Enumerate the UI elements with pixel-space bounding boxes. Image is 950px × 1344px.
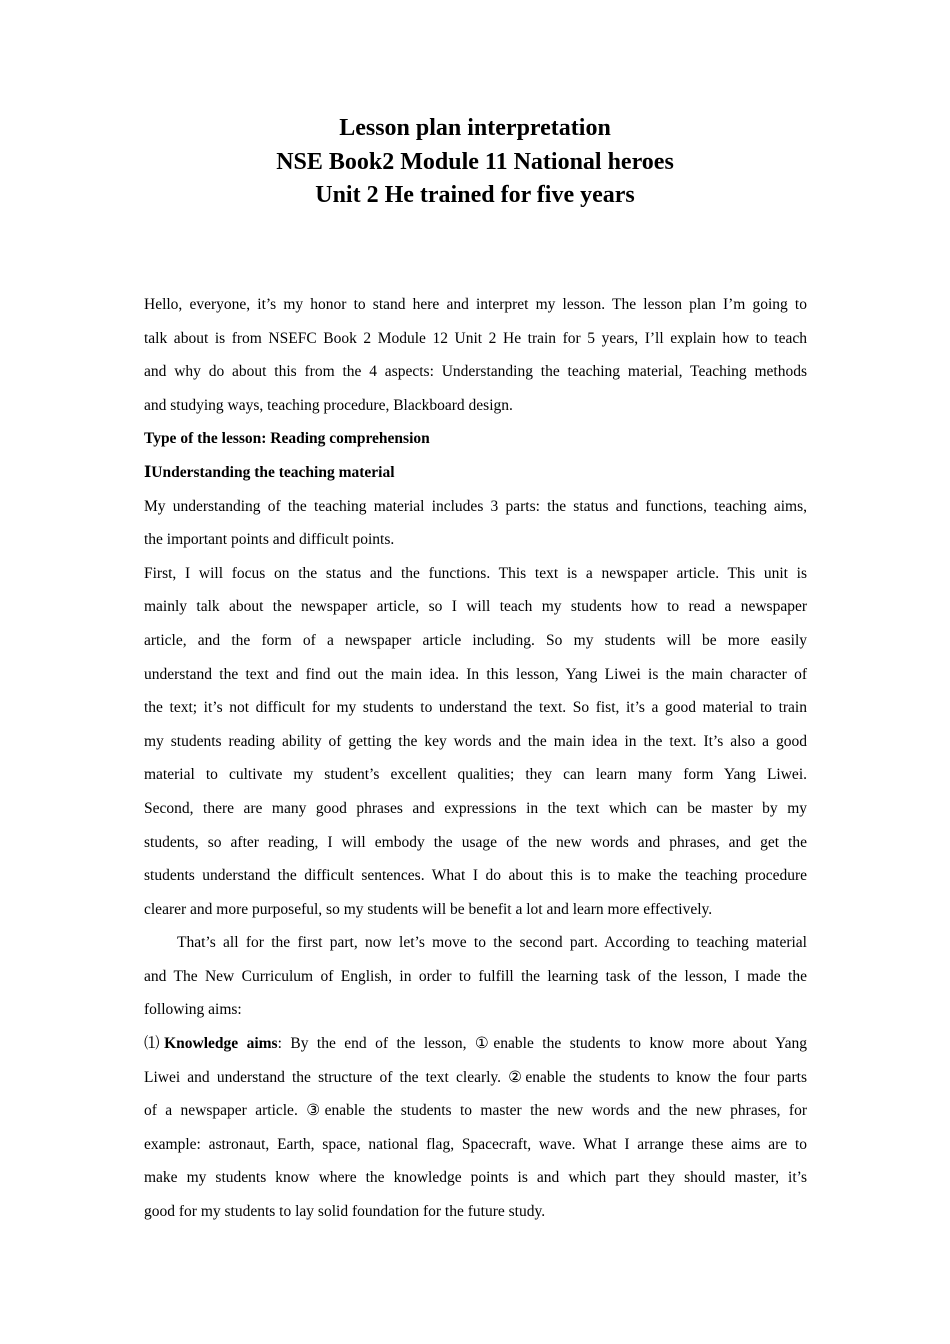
title-line-3: Unit 2 He trained for five years [315,182,635,208]
lesson-type-heading: Type of the lesson: Reading comprehension [144,430,430,448]
status-paragraph [144,557,807,927]
status-line: my students reading ability of getting the key words and the main idea in the text. It’s also a good [144,732,807,750]
transition-line: following aims: [144,1001,242,1019]
knowledge-aims-line [144,1027,807,1061]
status-line: mainly talk about the newspaper article, so I will teach my students how to read a newspaper [144,598,807,616]
section-1-heading [144,456,807,490]
document-title [0,112,950,213]
status-line: students, so after reading, I will embody the usage of the new words and phrases, and get the [144,833,807,851]
knowledge-aims-text: : By the end of the lesson, ①enable the students to know more about Yang [277,1035,807,1053]
status-line: Second, there are many good phrases and expressions in the text which can be master by my [144,799,807,817]
knowledge-aims-line: make my students know where the knowledge points is and which part they should master, it’s [144,1169,807,1187]
intro-line: talk about is from NSEFC Book 2 Module 12 Unit 2 He train for 5 years, I’ll explain how to teach [144,329,807,347]
knowledge-aims-label: Knowledge aims [164,1035,278,1053]
status-line: students understand the difficult sentences. What I do about this is to make the teaching procedure [144,867,807,885]
document-body [144,288,807,1229]
title-line-1: Lesson plan interpretation [339,115,611,141]
knowledge-aims-marker: ⑴ [144,1035,165,1053]
knowledge-aims-line: Liwei and understand the structure of the text clearly. ②enable the students to know the four parts [144,1068,807,1086]
transition-line: and The New Curriculum of English, in order to fulfill the learning task of the lesson, I made the [144,967,807,985]
understanding-line: My understanding of the teaching material includes 3 parts: the status and functions, teaching aims, [144,497,807,515]
status-line: material to cultivate my student’s excellent qualities; they can learn many form Yang Liwei. [144,766,807,784]
intro-line: and studying ways, teaching procedure, Blackboard design. [144,396,513,414]
knowledge-aims-line: of a newspaper article. ③enable the students to master the new words and the new phrases, for [144,1102,807,1120]
intro-line: and why do about this from the 4 aspects: Understanding the teaching material, Teaching methods [144,363,807,381]
transition-line: That’s all for the first part, now let’s move to the second part. According to teaching material [177,934,807,952]
transition-paragraph [144,926,807,1027]
section-1-numeral: Ⅰ [144,463,152,481]
knowledge-aims-line: good for my students to lay solid foundation for the future study. [144,1203,546,1221]
section-1-title: Understanding the teaching material [151,463,395,481]
knowledge-aims-paragraph [144,1027,807,1229]
understanding-line: the important points and difficult points. [144,531,395,549]
understanding-paragraph [144,490,807,557]
title-line-2: NSE Book2 Module 11 National heroes [276,148,674,175]
status-line: understand the text and find out the main idea. In this lesson, Yang Liwei is the main character of [144,665,807,683]
status-line: clearer and more purposeful, so my students will be benefit a lot and learn more effectively. [144,900,713,918]
status-line: article, and the form of a newspaper article including. So my students will be more easily [144,631,807,649]
intro-line: Hello, everyone, it’s my honor to stand here and interpret my lesson. The lesson plan I’m going to [144,296,807,313]
status-line: the text; it’s not difficult for my students to understand the text. So fist, it’s a good material to train [144,699,807,717]
knowledge-aims-line: example: astronaut, Earth, space, national flag, Spacecraft, wave. What I arrange these aims are to [144,1135,807,1153]
intro-paragraph [144,288,807,422]
status-line: First, I will focus on the status and the functions. This text is a newspaper article. This unit is [144,564,807,582]
